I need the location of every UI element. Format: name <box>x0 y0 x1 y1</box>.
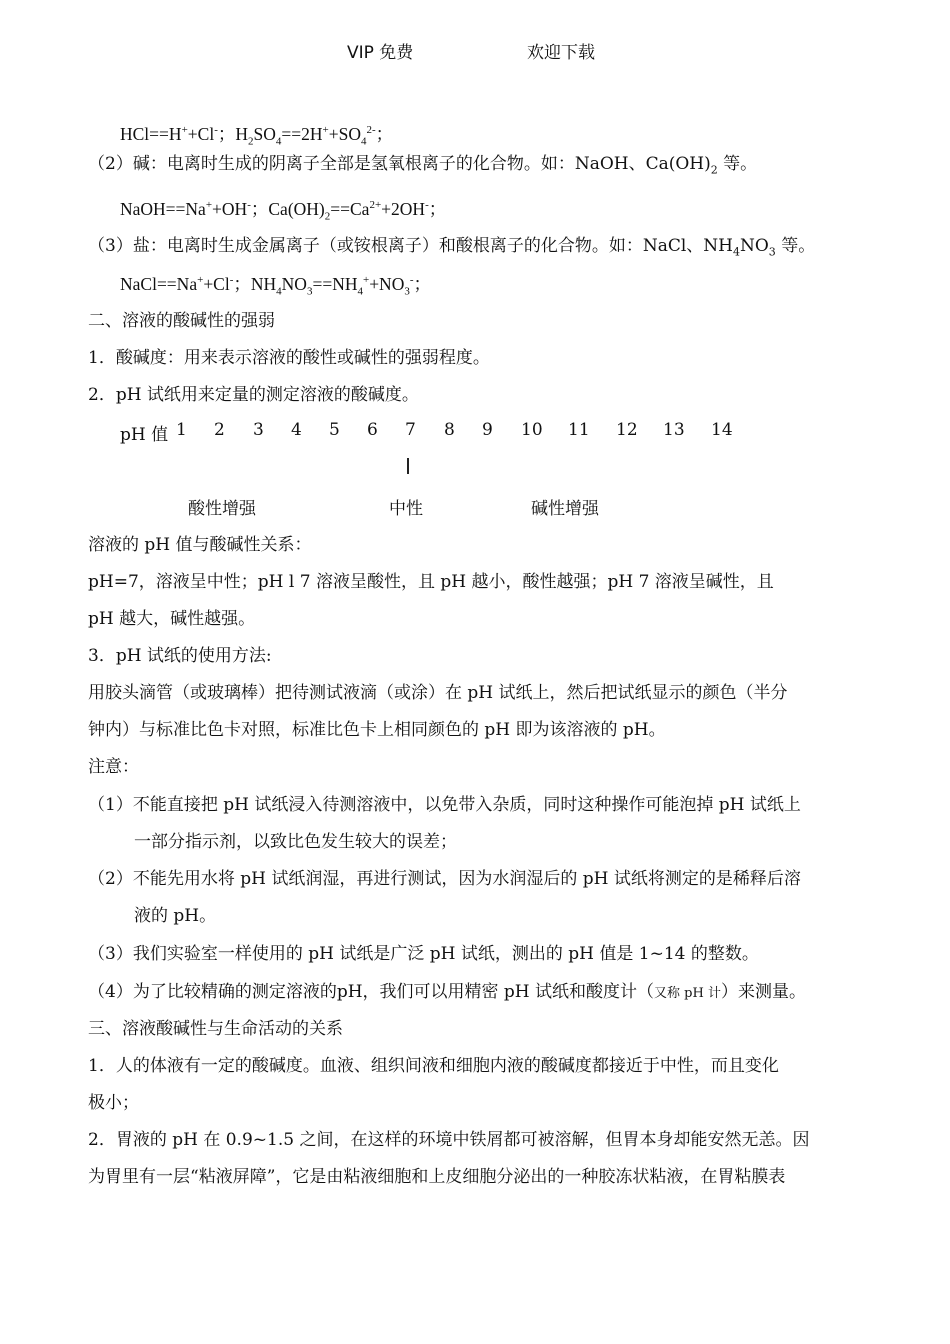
base-label: 碱性增强 <box>531 499 599 519</box>
ph-value: 11 <box>568 420 590 440</box>
header-right: 欢迎下载 <box>527 43 595 63</box>
note-2-line-2: 液的 pH。 <box>134 906 217 926</box>
base-definition: （2）碱：电离时生成的阴离子全部是氢氧根离子的化合物。如：NaOH、$Ca(OH)_2$ 等。 <box>88 154 758 177</box>
relation-line-1: pH=7，溶液呈中性；pH l 7 溶液呈酸性，且 pH 越小，酸性越强；pH 7 溶液呈碱性，且 <box>88 572 774 592</box>
life-2-line-2: 为胃里有一层“粘液屏障”，它是由粘液细胞和上皮细胞分泌出的一种胶冻状粘液，在胃粘膜表 <box>88 1167 786 1187</box>
item-2: 2．pH 试纸用来定量的测定溶液的酸碱度。 <box>88 385 419 405</box>
ph-scale-label: pH 值 <box>120 425 169 445</box>
note-title: 注意： <box>88 757 139 777</box>
ph-value: 6 <box>367 420 378 440</box>
item-3: 3．pH 试纸的使用方法: <box>88 646 272 666</box>
life-2-line-1: 2．胃液的 pH 在 0.9~1.5 之间，在这样的环境中铁屑都可被溶解，但胃本身却能安然无恙。因 <box>88 1130 810 1150</box>
relation-title: 溶液的 pH 值与酸碱性关系： <box>88 535 312 555</box>
header-left: VIP 免费 <box>347 43 414 63</box>
ph-value: 8 <box>444 420 455 440</box>
equation-acid: HCl==H++Cl-；$H_2SO_4==2H^++SO_4^{2-}$； <box>120 124 394 148</box>
ph-value: 12 <box>616 420 638 440</box>
life-1-line-1: 1．人的体液有一定的酸碱度。血液、组织间液和细胞内液的酸碱度都接近于中性，而且变化 <box>88 1056 779 1076</box>
salt-definition: （3）盐：电离时生成金属离子（或铵根离子）和酸根离子的化合物。如：NaCl、$NH_4NO_3$ 等。 <box>88 236 816 259</box>
note-1-line-1: （1）不能直接把 pH 试纸浸入待测溶液中，以免带入杂质，同时这种操作可能泡掉 pH 试纸上 <box>88 795 801 815</box>
method-line-1: 用胶头滴管（或玻璃棒）把待测试液滴（或涂）在 pH 试纸上，然后把试纸显示的颜色（半分 <box>88 683 788 703</box>
note-4: （4）为了比较精确的测定溶液的pH，我们可以用精密 pH 试纸和酸度计（又称 pH 计）来测量。 <box>88 982 806 1002</box>
life-1-line-2: 极小； <box>88 1093 139 1113</box>
section-heading-3: 三、溶液酸碱性与生命活动的关系 <box>88 1019 343 1039</box>
ph-value: 10 <box>521 420 543 440</box>
acid-label: 酸性增强 <box>188 499 256 519</box>
ph-value: 2 <box>214 420 225 440</box>
note-3: （3）我们实验室一样使用的 pH 试纸是广泛 pH 试纸，测出的 pH 值是 1~14 的整数。 <box>88 944 759 964</box>
ph-value: 3 <box>253 420 264 440</box>
ph-value: 14 <box>711 420 733 440</box>
ph-value: 7 <box>405 420 416 440</box>
method-line-2: 钟内）与标准比色卡对照，标准比色卡上相同颜色的 pH 即为该溶液的 pH。 <box>88 720 666 740</box>
ph-value: 1 <box>176 420 187 440</box>
section-heading-2: 二、溶液的酸碱性的强弱 <box>88 311 275 331</box>
neutral-label: 中性 <box>389 499 423 519</box>
ph-value: 13 <box>663 420 685 440</box>
item-1: 1．酸碱度：用来表示溶液的酸性或碱性的强弱程度。 <box>88 348 490 368</box>
equation-base: NaOH==Na++OH-；$Ca(OH)_2==Ca^{2+}+2OH^-$； <box>120 199 447 223</box>
ph-value: 5 <box>329 420 340 440</box>
neutral-marker <box>407 458 409 474</box>
ph-value: 4 <box>291 420 302 440</box>
note-2-line-1: （2）不能先用水将 pH 试纸润湿，再进行测试，因为水润湿后的 pH 试纸将测定的是稀释后溶 <box>88 869 801 889</box>
ph-value: 9 <box>482 420 493 440</box>
relation-line-2: pH 越大，碱性越强。 <box>88 609 256 629</box>
equation-salt: NaCl==Na++Cl-；$NH_4NO_3==NH_4^++NO_3^-$； <box>120 274 432 298</box>
note-1-line-2: 一部分指示剂，以致比色发生较大的误差； <box>134 832 457 852</box>
